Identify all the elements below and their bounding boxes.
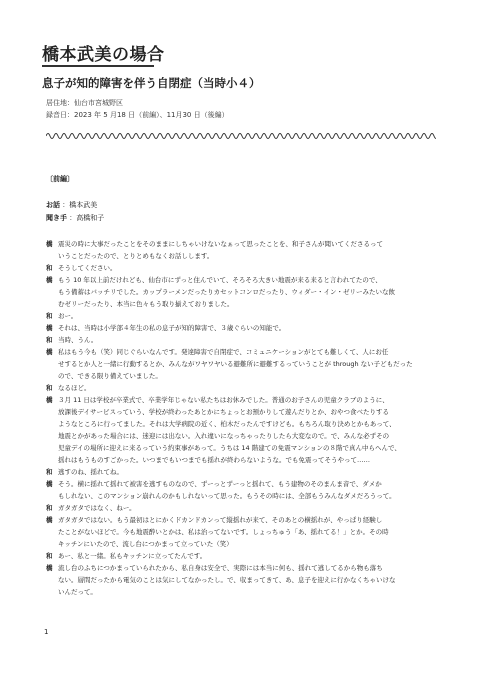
transcript-line xyxy=(46,394,430,406)
speaker-mark: 橋 xyxy=(46,564,53,572)
line-text: 震災の時に大事だったことをそのままにしちゃいけないなぁって思ったことを、和子さんが聞いてくださるって xyxy=(58,240,383,248)
transcript-line xyxy=(46,490,430,502)
speaker-mark: 和 xyxy=(46,264,53,272)
line-text: 放課後デイサービスっていう、学校が終わったあとかにちょっとお預かりして遊んだりとか、おやつ食べたりする xyxy=(58,408,390,416)
line-text: もしれない、このマンション崩れんのかもしれないって思った。もうその時には、全部もうみんなダメだろうって。 xyxy=(58,492,396,500)
wavy-divider xyxy=(46,130,436,142)
line-text: おー。 xyxy=(58,312,78,320)
transcript xyxy=(46,238,430,598)
speaker-mark: 和 xyxy=(46,312,53,320)
line-text: 流し台のふちにつかまっていられたから、私自身は安全で、実際には本当に何も、揺れて逃してるから物も落ち xyxy=(58,564,383,572)
transcript-line xyxy=(46,478,430,490)
line-text: たことがないほどで。今も地震酔いとかは、私は治ってないです。しょっちゅう「あ、揺れてる！」とか。その時 xyxy=(58,528,389,536)
transcript-line xyxy=(46,310,430,322)
speaker-mark: 和 xyxy=(46,384,53,392)
line-text: もう備蓄はバッチリでした。カップラーメンだったりカセットコンロだったり、ウィダー・イン・ゼリーみたいな飲 xyxy=(58,288,395,296)
transcript-line xyxy=(46,526,430,538)
line-text: 児童デイの場所に迎えに来るっていう約束事があって。うちは 14 階建ての免震マンションの８階で真ん中らへんで、 xyxy=(58,444,401,452)
line-text: それは、当時は小学部４年生の私の息子が知的障害で、３歳ぐらいの知能で。 xyxy=(58,324,286,332)
line-text: ガタガタではなく、ねー。 xyxy=(58,504,136,512)
line-text: 逃すのね、揺れてね。 xyxy=(58,468,123,476)
transcript-line xyxy=(46,562,430,574)
transcript-line xyxy=(46,286,430,298)
speaker-mark: 橋 xyxy=(46,348,53,356)
transcript-line xyxy=(46,538,430,550)
line-text: あー、私と一緒。私もキッチンに立ってたんです。 xyxy=(58,552,207,560)
talker-label: お話 xyxy=(46,201,60,209)
transcript-line xyxy=(46,550,430,562)
talker-row xyxy=(46,200,97,210)
page-number: 1 xyxy=(44,628,49,636)
line-text: なるほど。 xyxy=(58,384,91,392)
transcript-line xyxy=(46,586,430,598)
transcript-line xyxy=(46,382,430,394)
line-text: いんだって。 xyxy=(58,588,97,596)
line-text: そう。横に揺れて揺れて被害を逃すものなので、ずーっとずーっと揺れて、もう建物のそのまんま音で、ダメか xyxy=(58,480,382,488)
transcript-line xyxy=(46,430,430,442)
line-text: ない。層間だったから電気のことは気にしてなかったし。で、収まってきて、あ、息子を迎えに行かなくちゃいけな xyxy=(58,576,396,584)
speaker-mark: 橋 xyxy=(46,480,53,488)
line-text: いうことだったので、とりとめもなくお話しします。 xyxy=(58,252,214,260)
line-text: キッチンにいたので、流し台につかまって立っていた（笑） xyxy=(58,540,233,548)
recording-date-line: 録音日：2023 年 5 月18 日（前編）、11月30 日（後編） xyxy=(46,111,229,119)
title-underline xyxy=(42,65,154,67)
speaker-mark: 和 xyxy=(46,552,53,560)
line-text: せするとか人と一緒に行動するとか、みんながワヤワヤいる避難所に避難するっていうことが through ない子どもだった xyxy=(58,360,413,368)
transcript-line xyxy=(46,250,430,262)
residence-line: 居住地：仙台市宮城野区 xyxy=(46,99,123,107)
transcript-line xyxy=(46,334,430,346)
listener-value: ：高橋和子 xyxy=(69,214,105,222)
speaker-mark: 橋 xyxy=(46,396,53,404)
line-text: 当時、うん。 xyxy=(58,336,98,344)
transcript-line xyxy=(46,514,430,526)
transcript-line xyxy=(46,442,430,454)
transcript-line xyxy=(46,358,430,370)
line-text: ガタガタではない。もう最初はとにかくドカンドカンって縦揺れが来て、そのあとの横揺れが、やっぱり経験し xyxy=(58,516,383,524)
transcript-line xyxy=(46,322,430,334)
line-text: むゼリーだったり、本当に色々もう取り揃えておりました。 xyxy=(58,300,234,308)
document-subtitle: 息子が知的障害を伴う自閉症（当時小４） xyxy=(42,76,261,90)
transcript-line xyxy=(46,466,430,478)
line-text: もう 10 年以上前だけれども、仙台市にずっと住んでいて、そろそろ大きい地震が来る来ると言われてたので、 xyxy=(58,276,382,284)
line-text: ３月 11 日は学校が卒業式で、卒業学年じゃない私たちはお休みでした。普通のお子さんの児童クラブのように、 xyxy=(58,396,389,404)
speaker-mark: 橋 xyxy=(46,516,53,524)
listener-label: 聞き手 xyxy=(46,214,67,222)
transcript-line xyxy=(46,262,430,274)
transcript-line xyxy=(46,370,430,382)
transcript-line xyxy=(46,574,430,586)
transcript-line xyxy=(46,418,430,430)
talker-value: ：橋本武美 xyxy=(62,201,98,209)
transcript-line xyxy=(46,298,430,310)
line-text: ようなところに行ってました。それは大学病院の近く、柏木だったんですけども。もちろん取り決めとかもあって、 xyxy=(58,420,396,428)
line-text: そうしてください。 xyxy=(58,264,117,272)
transcript-line xyxy=(46,274,430,286)
line-text: 地震とかがあった場合には、迷迎には出ない。入れ違いになっちゃったりしたら大変なので。で、みんな必ずその xyxy=(58,432,390,440)
listener-row xyxy=(46,213,104,223)
transcript-line xyxy=(46,346,430,358)
speaker-mark: 橋 xyxy=(46,276,53,284)
line-text: 揺れはもうものすごかった。いつまでもいつまでも揺れが終わらないような。でも免震ってそうやって…… xyxy=(58,456,370,464)
transcript-line xyxy=(46,406,430,418)
speaker-mark: 橋 xyxy=(46,324,53,332)
transcript-line xyxy=(46,502,430,514)
transcript-line xyxy=(46,454,430,466)
speaker-mark: 和 xyxy=(46,336,53,344)
document-title: 橋本武美の場合 xyxy=(42,45,165,65)
speaker-mark: 橋 xyxy=(46,240,53,248)
speaker-mark: 和 xyxy=(46,504,53,512)
speaker-mark: 和 xyxy=(46,468,53,476)
line-text: 私はもう今も（笑）同じぐらいなんです。発達障害で自閉症で、コミュニケーションがとても難しくて、人にお任 xyxy=(58,348,389,356)
section-label: 〔前編〕 xyxy=(46,175,74,183)
transcript-line xyxy=(46,238,430,250)
line-text: ので、できる限り備えていました。 xyxy=(58,372,162,380)
